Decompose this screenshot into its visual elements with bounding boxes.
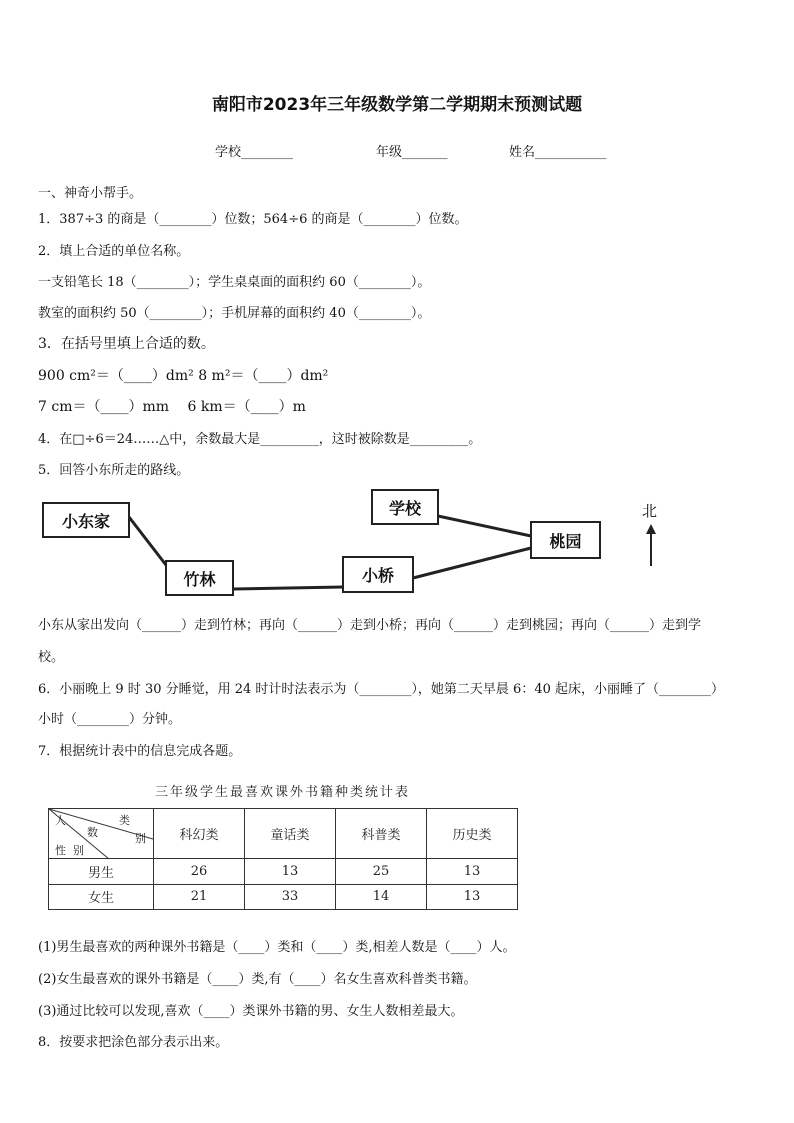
table-title: 三年级学生最喜欢课外书籍种类统计表 xyxy=(155,785,411,800)
table-header: 科幻类 xyxy=(154,809,245,859)
map-peach: 桃园 xyxy=(530,521,601,559)
name-field: 姓名___________ xyxy=(509,145,607,160)
question-3b: 7 cm＝（____）mm 6 km＝（____）m xyxy=(38,399,306,415)
question-2a: 一支铅笔长 18（________）；学生桌桌面的面积约 60（________）。 xyxy=(38,275,431,290)
question-7: 7．根据统计表中的信息完成各题。 xyxy=(38,744,242,759)
question-5b: 校。 xyxy=(38,650,65,665)
question-4: 4．在□÷6＝24……△中，余数最大是_________，这时被除数是_________。 xyxy=(38,432,482,447)
question-2: 2．填上合适的单位名称。 xyxy=(38,244,190,259)
map-school: 学校 xyxy=(371,489,439,525)
table-row: 男生 26 13 25 13 xyxy=(49,859,518,885)
map-bamboo: 竹林 xyxy=(165,560,234,596)
table-header: 历史类 xyxy=(427,809,518,859)
map-bridge: 小桥 xyxy=(342,556,414,593)
north-label: 北 xyxy=(642,502,658,520)
question-5: 5．回答小东所走的路线。 xyxy=(38,463,190,478)
question-6a: 6．小丽晚上 9 时 30 分睡觉，用 24 时计时法表示为（________），她第二天早晨 6：40 起床，小丽睡了（________） xyxy=(38,682,724,697)
question-5a: 小东从家出发向（______）走到竹林；再向（______）走到小桥；再向（______）走到桃园；再向（______）走到学 xyxy=(38,618,702,633)
page-title: 南阳市2023年三年级数学第二学期期末预测试题 xyxy=(211,95,583,115)
question-6b: 小时（________）分钟。 xyxy=(38,712,182,727)
table-header: 科普类 xyxy=(336,809,427,859)
grade-field: 年级_______ xyxy=(376,145,448,160)
map-home: 小东家 xyxy=(42,502,130,538)
table-corner: 类 别 人 数 性 别 xyxy=(49,809,154,859)
school-field: 学校________ xyxy=(215,145,294,160)
question-8: 8．按要求把涂色部分表示出来。 xyxy=(38,1035,229,1050)
table-row: 女生 21 33 14 13 xyxy=(49,884,518,910)
stats-table xyxy=(48,808,518,910)
question-7b: (2)女生最喜欢的课外书籍是（____）类,有（____）名女生喜欢科普类书籍。 xyxy=(38,972,477,987)
question-3a: 900 cm²＝（____）dm² 8 m²＝（____）dm² xyxy=(38,368,329,384)
question-3: 3．在括号里填上合适的数。 xyxy=(38,336,215,352)
question-2b: 教室的面积约 50（________）；手机屏幕的面积约 40（________）。 xyxy=(38,306,431,321)
question-1: 1．387÷3 的商是（________）位数；564÷6 的商是（________）位数。 xyxy=(38,212,468,227)
question-7c: (3)通过比较可以发现,喜欢（____）类课外书籍的男、女生人数相差最大。 xyxy=(38,1004,464,1019)
section-heading: 一、神奇小帮手。 xyxy=(38,186,143,201)
table-header: 童话类 xyxy=(245,809,336,859)
question-7a: (1)男生最喜欢的两种课外书籍是（____）类和（____）类,相差人数是（____）人。 xyxy=(38,940,516,955)
